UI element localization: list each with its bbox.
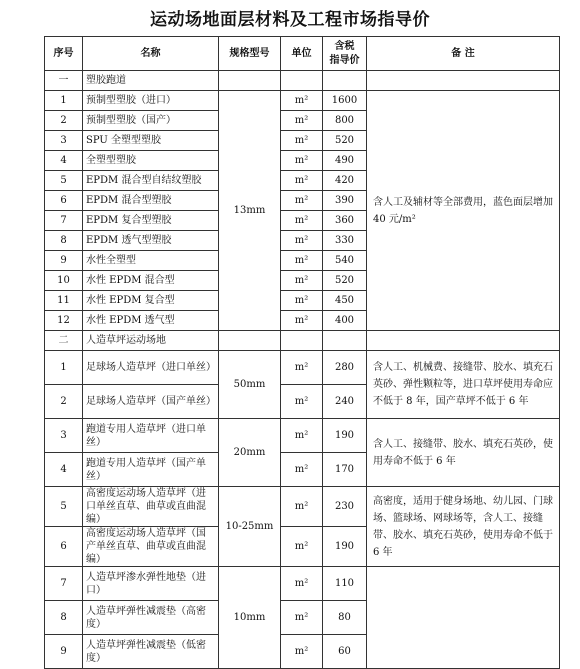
header-note: 备 注 [367,37,560,71]
header-price-line2: 指导价 [329,54,360,66]
table-row [45,351,560,385]
row-price: 60 [323,635,367,669]
row-name: 水性 EPDM 透气型 [83,311,219,331]
header-price [323,37,367,71]
row-price: 80 [323,601,367,635]
row-name: 人造草坪弹性减震垫（高密度） [83,601,219,635]
section-row [45,331,560,351]
row-unit: m² [281,291,323,311]
empty-cell [323,71,367,91]
row-unit: m² [281,601,323,635]
row-spec: 20mm [219,419,281,487]
row-spec: 50mm [219,351,281,419]
row-unit: m² [281,453,323,487]
row-no: 2 [45,385,83,419]
row-unit: m² [281,131,323,151]
row-name: EPDM 混合型塑胶 [83,191,219,211]
row-note: 高密度，适用于健身场地、幼儿园、门球场、篮球场、网球场等，含人工、接缝带、胶水、填充石英砂，使用寿命不低于 6 年 [367,487,560,567]
row-unit: m² [281,191,323,211]
row-note: 含人工及辅材等全部费用，蓝色面层增加 40 元/m² [367,91,560,331]
section-title: 人造草坪运动场地 [83,331,219,351]
row-name: EPDM 复合型塑胶 [83,211,219,231]
row-unit: m² [281,151,323,171]
row-price: 390 [323,191,367,211]
row-name: 足球场人造草坪（进口单丝） [83,351,219,385]
row-name: 足球场人造草坪（国产单丝） [83,385,219,419]
page-title: 运动场地面层材料及工程市场指导价 [150,10,430,30]
row-name: 人造草坪渗水弹性地垫（进口） [83,567,219,601]
row-no: 7 [45,211,83,231]
header-no: 序号 [45,37,83,71]
row-unit: m² [281,311,323,331]
row-note: 含人工、接缝带、胶水、填充石英砂，使用寿命不低于 6 年 [367,419,560,487]
row-unit: m² [281,487,323,527]
row-name: 预制型塑胶（进口） [83,91,219,111]
row-unit: m² [281,385,323,419]
row-price: 330 [323,231,367,251]
row-price: 490 [323,151,367,171]
row-no: 10 [45,271,83,291]
row-no: 6 [45,527,83,567]
row-unit: m² [281,527,323,567]
row-price: 800 [323,111,367,131]
row-name: 人造草坪弹性减震垫（低密度） [83,635,219,669]
table-row [45,487,560,527]
row-unit: m² [281,211,323,231]
row-no: 5 [45,487,83,527]
row-name: EPDM 透气型塑胶 [83,231,219,251]
row-no: 3 [45,131,83,151]
row-no: 2 [45,111,83,131]
row-no: 6 [45,191,83,211]
row-unit: m² [281,271,323,291]
row-price: 400 [323,311,367,331]
row-no: 5 [45,171,83,191]
table-row [45,567,560,601]
empty-cell [281,71,323,91]
row-no: 3 [45,419,83,453]
row-no: 4 [45,453,83,487]
row-unit: m² [281,251,323,271]
row-price: 110 [323,567,367,601]
row-no: 9 [45,251,83,271]
row-price: 540 [323,251,367,271]
row-spec: 10mm [219,567,281,669]
row-unit: m² [281,351,323,385]
row-name: 跑道专用人造草坪（国产单丝） [83,453,219,487]
row-price: 240 [323,385,367,419]
row-price: 190 [323,419,367,453]
row-unit: m² [281,111,323,131]
row-unit: m² [281,91,323,111]
row-note [367,567,560,669]
header-spec: 规格型号 [219,37,281,71]
empty-cell [367,331,560,351]
row-no: 4 [45,151,83,171]
row-spec: 10-25mm [219,487,281,567]
section-title: 塑胶跑道 [83,71,219,91]
row-price: 520 [323,131,367,151]
row-price: 230 [323,487,367,527]
row-name: 跑道专用人造草坪（进口单丝） [83,419,219,453]
header-unit: 单位 [281,37,323,71]
row-no: 8 [45,231,83,251]
row-unit: m² [281,231,323,251]
row-price: 1600 [323,91,367,111]
row-price: 280 [323,351,367,385]
row-no: 12 [45,311,83,331]
row-unit: m² [281,419,323,453]
row-spec: 13mm [219,91,281,331]
row-price: 170 [323,453,367,487]
row-name: 预制型塑胶（国产） [83,111,219,131]
empty-cell [367,71,560,91]
table-row [45,91,560,111]
row-no: 9 [45,635,83,669]
section-row [45,71,560,91]
row-name: 全塑型塑胶 [83,151,219,171]
row-no: 1 [45,91,83,111]
row-name: 水性 EPDM 复合型 [83,291,219,311]
header-price-line1: 含税 [334,40,355,52]
row-name: EPDM 混合型自结纹塑胶 [83,171,219,191]
row-name: SPU 全塑型塑胶 [83,131,219,151]
price-table [44,36,560,669]
empty-cell [219,71,281,91]
header-row [45,37,560,71]
empty-cell [281,331,323,351]
row-unit: m² [281,635,323,669]
row-name: 水性 EPDM 混合型 [83,271,219,291]
row-name: 高密度运动场人造草坪（国产单丝直草、曲草或直曲混编） [83,527,219,567]
row-unit: m² [281,171,323,191]
row-price: 520 [323,271,367,291]
row-no: 7 [45,567,83,601]
section-no: 二 [45,331,83,351]
table-row [45,419,560,453]
row-name: 高密度运动场人造草坪（进口单丝直草、曲草或直曲混编） [83,487,219,527]
row-name: 水性全塑型 [83,251,219,271]
row-price: 420 [323,171,367,191]
row-note: 含人工、机械费、接缝带、胶水、填充石英砂、弹性颗粒等，进口草坪使用寿命应不低于 8 年，国产草坪不低于 6 年 [367,351,560,419]
row-no: 8 [45,601,83,635]
empty-cell [219,331,281,351]
row-no: 1 [45,351,83,385]
row-price: 360 [323,211,367,231]
row-no: 11 [45,291,83,311]
row-unit: m² [281,567,323,601]
section-no: 一 [45,71,83,91]
empty-cell [323,331,367,351]
row-price: 450 [323,291,367,311]
row-price: 190 [323,527,367,567]
header-name: 名称 [83,37,219,71]
